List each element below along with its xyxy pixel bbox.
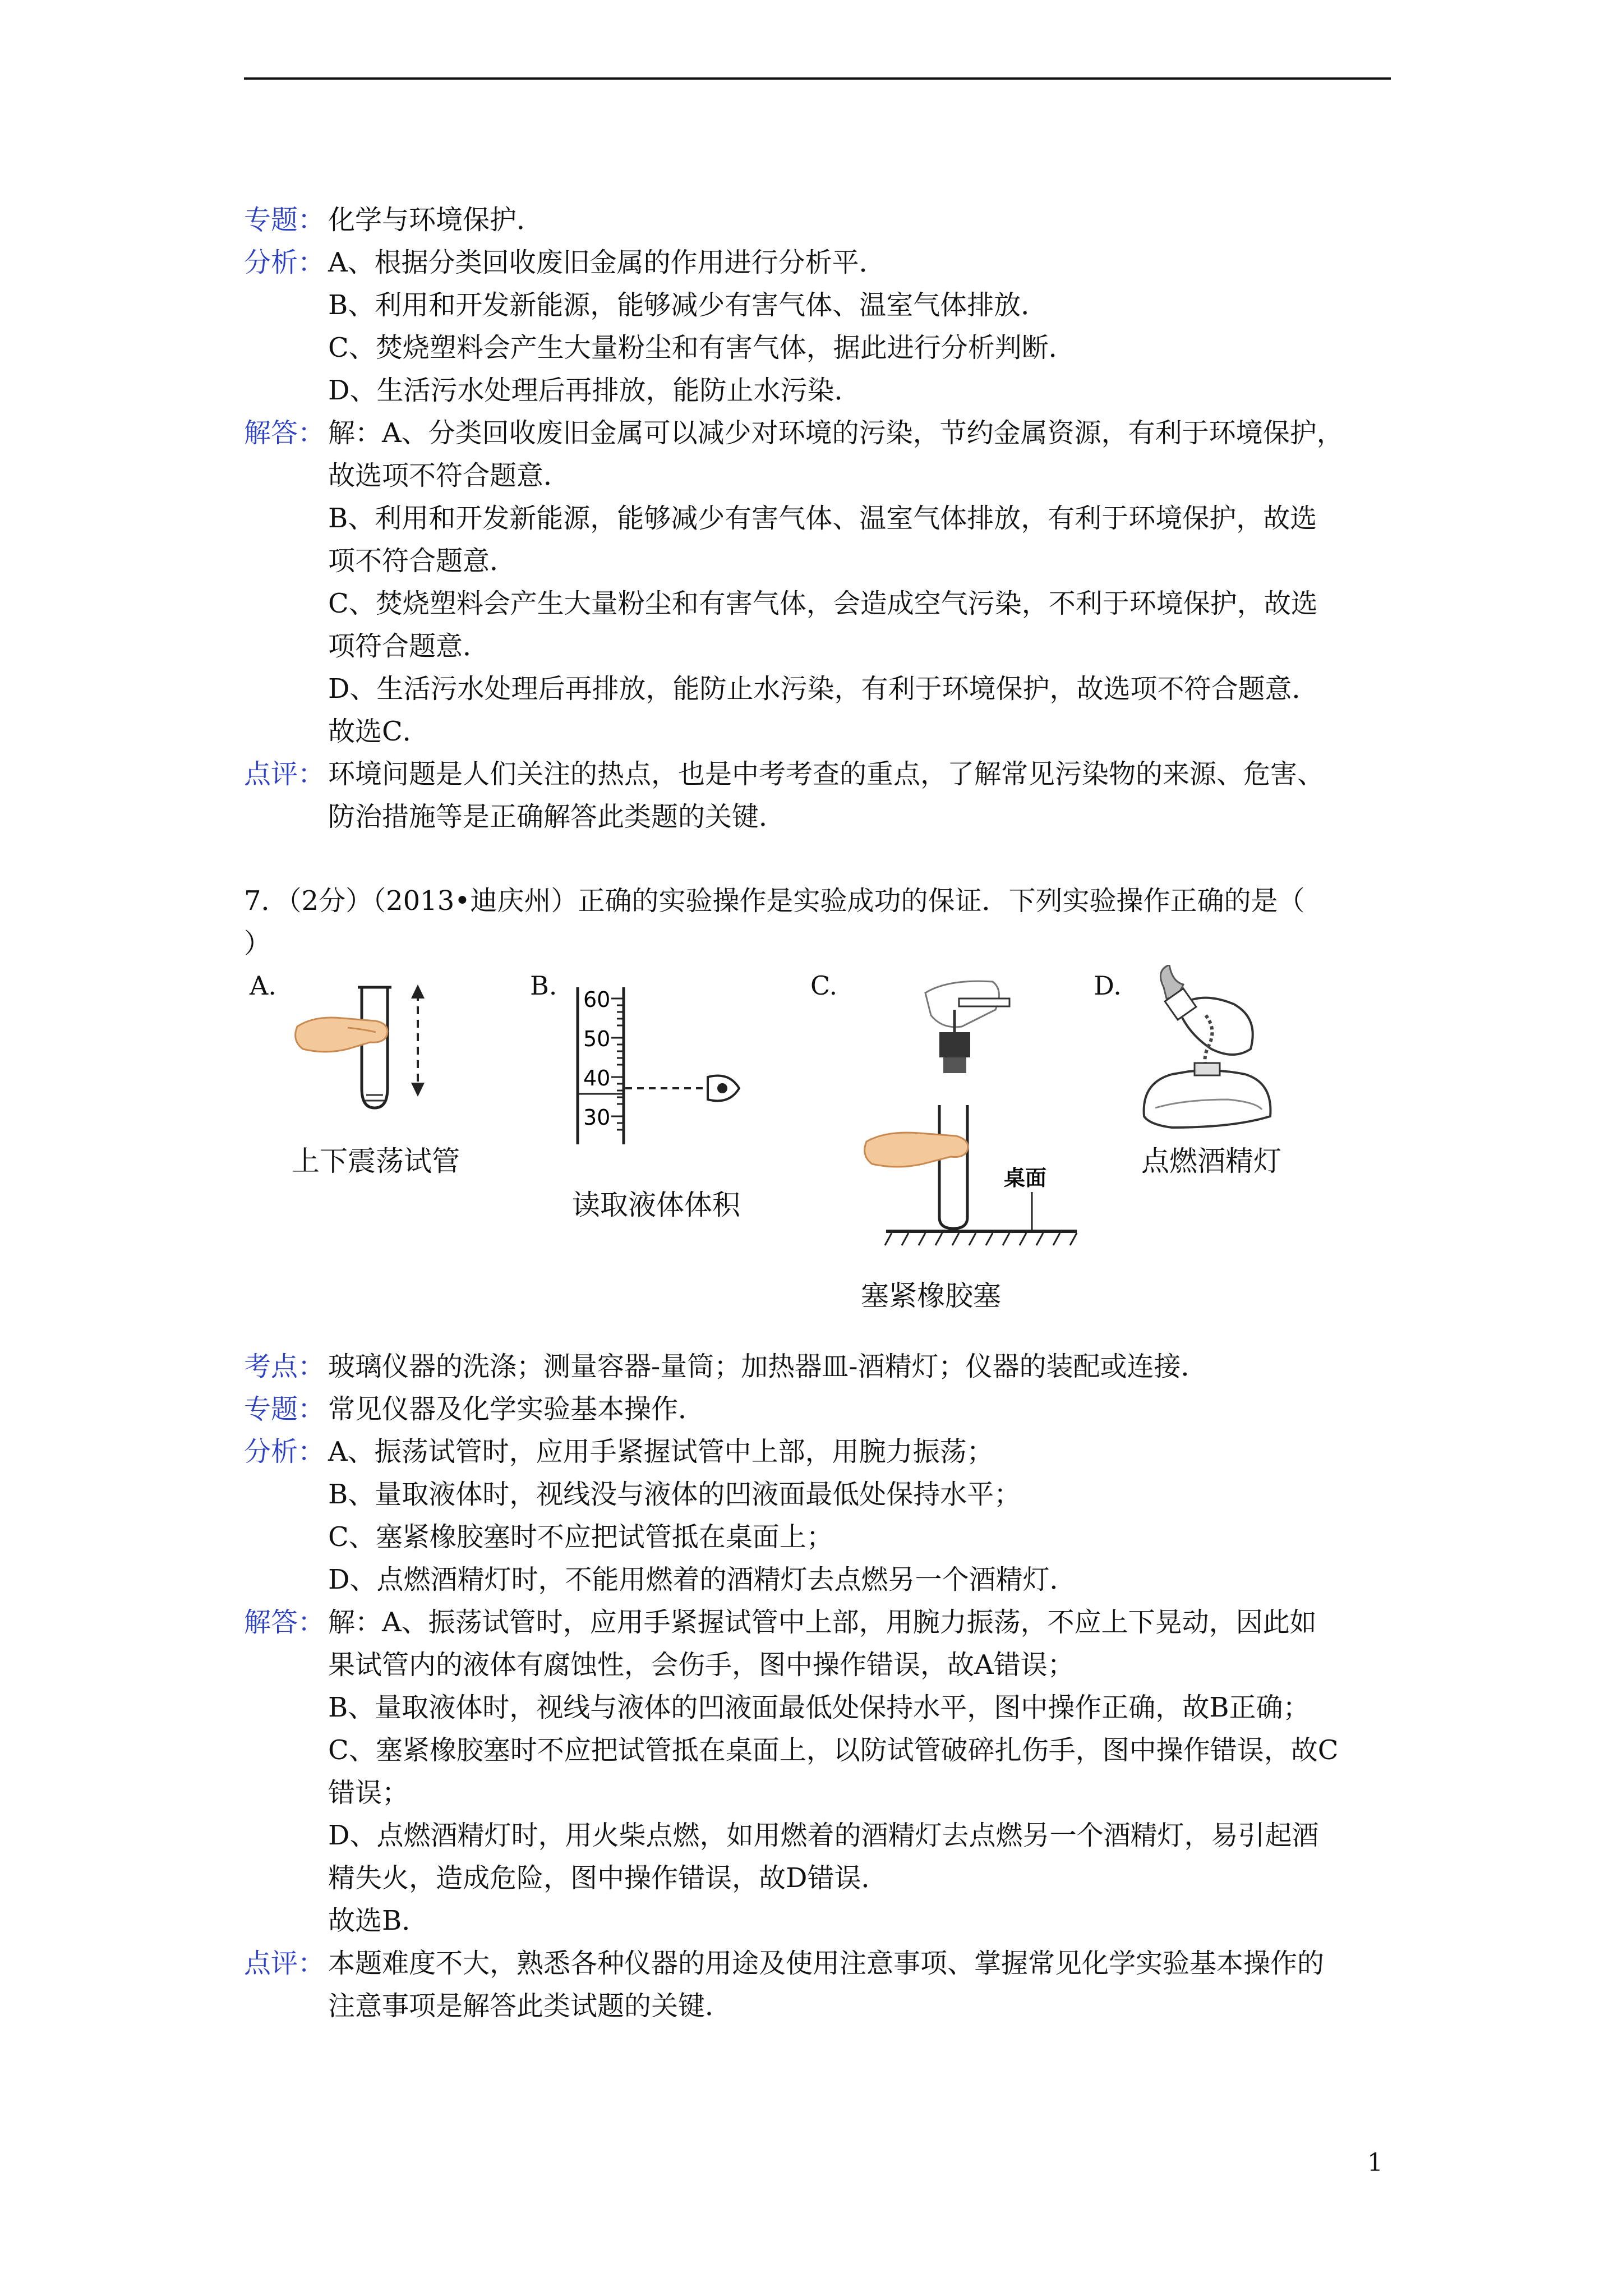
row-text: 常见仪器及化学实验基本操作． — [328, 1393, 706, 1425]
section1-row — [244, 326, 1391, 369]
section1-row — [244, 199, 1391, 241]
section1-row — [244, 710, 1391, 753]
row-label — [244, 497, 328, 540]
option-b-letter: B. — [530, 970, 557, 1001]
section2-row — [244, 1388, 1391, 1430]
row-label: 分析： — [244, 1436, 325, 1467]
row-label — [244, 795, 328, 838]
row-text: A、根据分类回收废旧金属的作用进行分析平． — [328, 247, 886, 278]
option-a-letter: A. — [250, 970, 276, 1001]
question-line-2: ） — [244, 928, 271, 959]
section2-row — [244, 1814, 1391, 1857]
row-text: 本题难度不大，熟悉各种仪器的用途及使用注意事项、掌握常见化学实验基本操作的 — [328, 1948, 1325, 1979]
desk-label: 桌面 — [1004, 1166, 1047, 1190]
section1 — [244, 199, 1391, 838]
section2-row — [244, 1729, 1391, 1772]
row-label — [244, 710, 328, 753]
row-text: 错误； — [328, 1777, 409, 1809]
row-text: A、振荡试管时，应用手紧握试管中上部，用腕力振荡； — [328, 1436, 994, 1467]
section1-row — [244, 753, 1391, 795]
row-label — [244, 454, 328, 497]
row-label — [244, 1516, 328, 1558]
tick-label: 50 — [583, 1027, 611, 1051]
row-text: 故选项不符合题意． — [328, 460, 571, 491]
section1-row — [244, 625, 1391, 668]
row-label — [244, 1558, 328, 1601]
option-a-caption: 上下震荡试管 — [292, 1145, 460, 1177]
row-text: 故选B． — [328, 1905, 429, 1936]
row-text: D、生活污水处理后再排放，能防止水污染，有利于环境保护，故选项不符合题意． — [328, 673, 1319, 705]
row-label — [244, 326, 328, 369]
row-text: B、量取液体时，视线没与液体的凹液面最低处保持水平； — [328, 1479, 1021, 1510]
row-text: 项不符合题意． — [328, 545, 517, 577]
row-label: 考点： — [244, 1351, 325, 1382]
section1-row — [244, 241, 1391, 284]
insert-stopper-figure — [864, 976, 1088, 1251]
option-c-caption: 塞紧橡胶塞 — [861, 1280, 1001, 1312]
section2-row — [244, 1558, 1391, 1601]
section1-row — [244, 582, 1391, 625]
row-label — [244, 1857, 328, 1899]
question-line-1: 7．（2分）（2013•迪庆州）正确的实验操作是实验成功的保证．下列实验操作正确的是（ — [244, 885, 1305, 917]
section2-row — [244, 1601, 1391, 1644]
row-text: B、利用和开发新能源，能够减少有害气体、温室气体排放，有利于环境保护，故选 — [328, 503, 1317, 534]
row-label — [244, 1814, 328, 1857]
section2-row — [244, 1857, 1391, 1899]
section2-row — [244, 1644, 1391, 1686]
row-label: 分析： — [244, 247, 325, 278]
option-d-caption: 点燃酒精灯 — [1141, 1145, 1281, 1177]
row-label — [244, 668, 328, 710]
row-text: 环境问题是人们关注的热点，也是中考考查的重点，了解常见污染物的来源、危害、 — [328, 758, 1325, 790]
row-text: 项符合题意． — [328, 631, 490, 662]
section1-row — [244, 412, 1391, 454]
row-label — [244, 1686, 328, 1729]
option-b-caption: 读取液体体积 — [572, 1189, 740, 1221]
row-label — [244, 540, 328, 582]
row-label — [244, 625, 328, 668]
alcohol-lamp-figure — [1138, 965, 1284, 1133]
option-d-letter: D. — [1094, 970, 1122, 1001]
row-text: D、生活污水处理后再排放，能防止水污染． — [328, 375, 861, 406]
row-label: 点评： — [244, 1948, 325, 1979]
section2-row — [244, 1345, 1391, 1388]
row-text: C、焚烧塑料会产生大量粉尘和有害气体，据此进行分析判断． — [328, 332, 1076, 364]
row-text: 注意事项是解答此类试题的关键． — [328, 1990, 732, 2022]
row-text: D、点燃酒精灯时，不能用燃着的酒精灯去点燃另一个酒精灯． — [328, 1564, 1077, 1595]
row-text: D、点燃酒精灯时，用火柴点燃，如用燃着的酒精灯去点燃另一个酒精灯，易引起酒 — [328, 1820, 1319, 1851]
option-c-letter: C. — [810, 970, 838, 1001]
section2-row — [244, 1430, 1391, 1473]
section1-row — [244, 668, 1391, 710]
row-text: B、量取液体时，视线与液体的凹液面最低处保持水平，图中操作正确，故B正确； — [328, 1692, 1310, 1723]
row-label — [244, 284, 328, 326]
row-label — [244, 1899, 328, 1942]
section1-row — [244, 454, 1391, 497]
row-text: 果试管内的液体有腐蚀性，会伤手，图中操作错误，故A错误； — [328, 1649, 1075, 1681]
section2-row — [244, 1899, 1391, 1942]
row-label — [244, 369, 328, 412]
tick-label: 30 — [583, 1105, 611, 1130]
row-label — [244, 582, 328, 625]
row-label: 专题： — [244, 204, 325, 236]
section2 — [244, 1345, 1391, 2027]
section2-row — [244, 1473, 1391, 1516]
row-label — [244, 1985, 328, 2027]
row-text: 化学与环境保护． — [328, 204, 544, 236]
row-text: 解：A、分类回收废旧金属可以减少对环境的污染，节约金属资源，有利于环境保护， — [328, 417, 1344, 449]
section2-row — [244, 1772, 1391, 1814]
row-label: 专题： — [244, 1393, 325, 1425]
row-text: 解：A、振荡试管时，应用手紧握试管中上部，用腕力振荡，不应上下晃动，因此如 — [328, 1607, 1317, 1638]
section2-row — [244, 1985, 1391, 2027]
section2-row — [244, 1516, 1391, 1558]
row-label — [244, 1772, 328, 1814]
row-text: 玻璃仪器的洗涤；测量容器-量筒；加热器皿-酒精灯；仪器的装配或连接． — [328, 1351, 1208, 1382]
row-text: 防治措施等是正确解答此类题的关键． — [328, 801, 786, 832]
section1-row — [244, 284, 1391, 326]
section1-row — [244, 540, 1391, 582]
row-label: 解答： — [244, 417, 325, 449]
row-label: 解答： — [244, 1607, 325, 1638]
row-text: C、塞紧橡胶塞时不应把试管抵在桌面上，以防试管破碎扎伤手，图中操作错误，故C — [328, 1734, 1339, 1766]
section2-row — [244, 1942, 1391, 1985]
row-text: B、利用和开发新能源，能够减少有害气体、温室气体排放． — [328, 289, 1048, 321]
row-text: C、焚烧塑料会产生大量粉尘和有害气体，会造成空气污染，不利于环境保护，故选 — [328, 588, 1318, 619]
shake-test-tube-figure — [292, 976, 460, 1133]
tick-label: 40 — [583, 1066, 611, 1091]
row-text: 精失火，造成危险，图中操作错误，故D错误． — [328, 1862, 888, 1894]
row-label — [244, 1473, 328, 1516]
section1-row — [244, 369, 1391, 412]
row-label — [244, 1729, 328, 1772]
row-label — [244, 1644, 328, 1686]
section1-row — [244, 795, 1391, 838]
row-text: 故选C． — [328, 716, 430, 747]
header-rule — [244, 77, 1391, 80]
row-text: C、塞紧橡胶塞时不应把试管抵在桌面上； — [328, 1521, 833, 1553]
section2-row — [244, 1686, 1391, 1729]
section1-row — [244, 497, 1391, 540]
page-number: 1 — [1367, 2148, 1383, 2177]
row-label: 点评： — [244, 758, 325, 790]
measuring-cylinder-figure — [561, 982, 751, 1150]
tick-label: 60 — [583, 987, 611, 1012]
